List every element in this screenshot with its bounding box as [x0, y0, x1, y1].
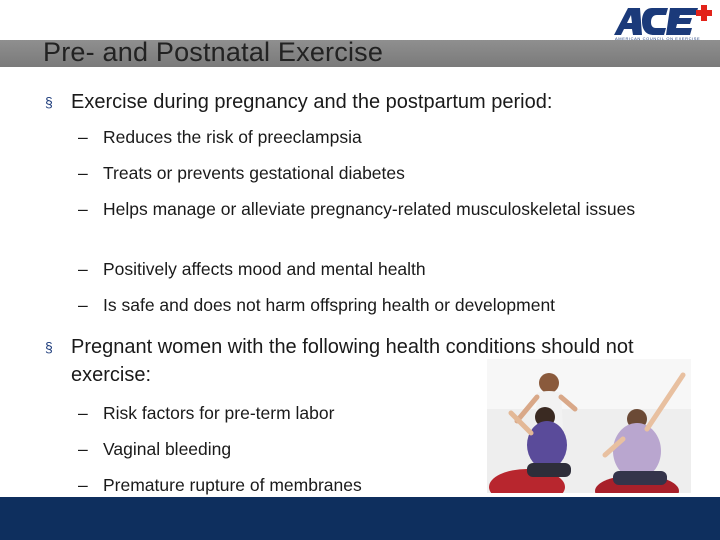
ace-logo-icon	[612, 4, 716, 40]
slide-footer-bar	[0, 497, 720, 540]
sub-bullet-text: Treats or prevents gestational diabetes	[103, 163, 405, 183]
bullet-text: Pregnant women with the following health conditions should not exercise:	[71, 336, 634, 386]
sub-bullet-text: Positively affects mood and mental health	[103, 259, 426, 279]
sub-bullet-dash: –	[78, 403, 88, 423]
ace-logo-letters	[614, 5, 712, 35]
sub-bullet-dash: –	[78, 475, 88, 495]
sub-bullet-text: Risk factors for pre-term labor	[103, 403, 335, 423]
slide-header	[0, 0, 720, 67]
sub-bullet-text: Vaginal bleeding	[103, 439, 232, 459]
sub-bullet-text: Reduces the risk of preeclampsia	[103, 127, 362, 147]
pregnant-women-exercise-photo	[487, 359, 691, 493]
sub-bullet-dash: –	[78, 439, 88, 459]
bullet-marker: §	[45, 94, 53, 110]
sub-bullet-text: Is safe and does not harm offspring health or development	[103, 295, 556, 315]
logo-tagline: AMERICAN COUNCIL ON EXERCISE	[615, 36, 701, 41]
sub-bullet-text: Premature rupture of membranes	[103, 475, 362, 495]
sub-bullet-dash: –	[78, 259, 88, 279]
sub-bullet-dash: –	[78, 127, 88, 147]
bullet-text: Exercise during pregnancy and the postpartum period:	[71, 91, 553, 113]
bullet-marker: §	[45, 339, 53, 355]
sub-bullet-text: Helps manage or alleviate pregnancy-related musculoskeletal issues	[103, 199, 636, 219]
sub-bullet-dash: –	[78, 163, 88, 183]
sub-bullet-dash: –	[78, 199, 88, 219]
slide-title: Pre- and Postnatal Exercise	[43, 37, 384, 67]
sub-bullet-dash: –	[78, 295, 88, 315]
